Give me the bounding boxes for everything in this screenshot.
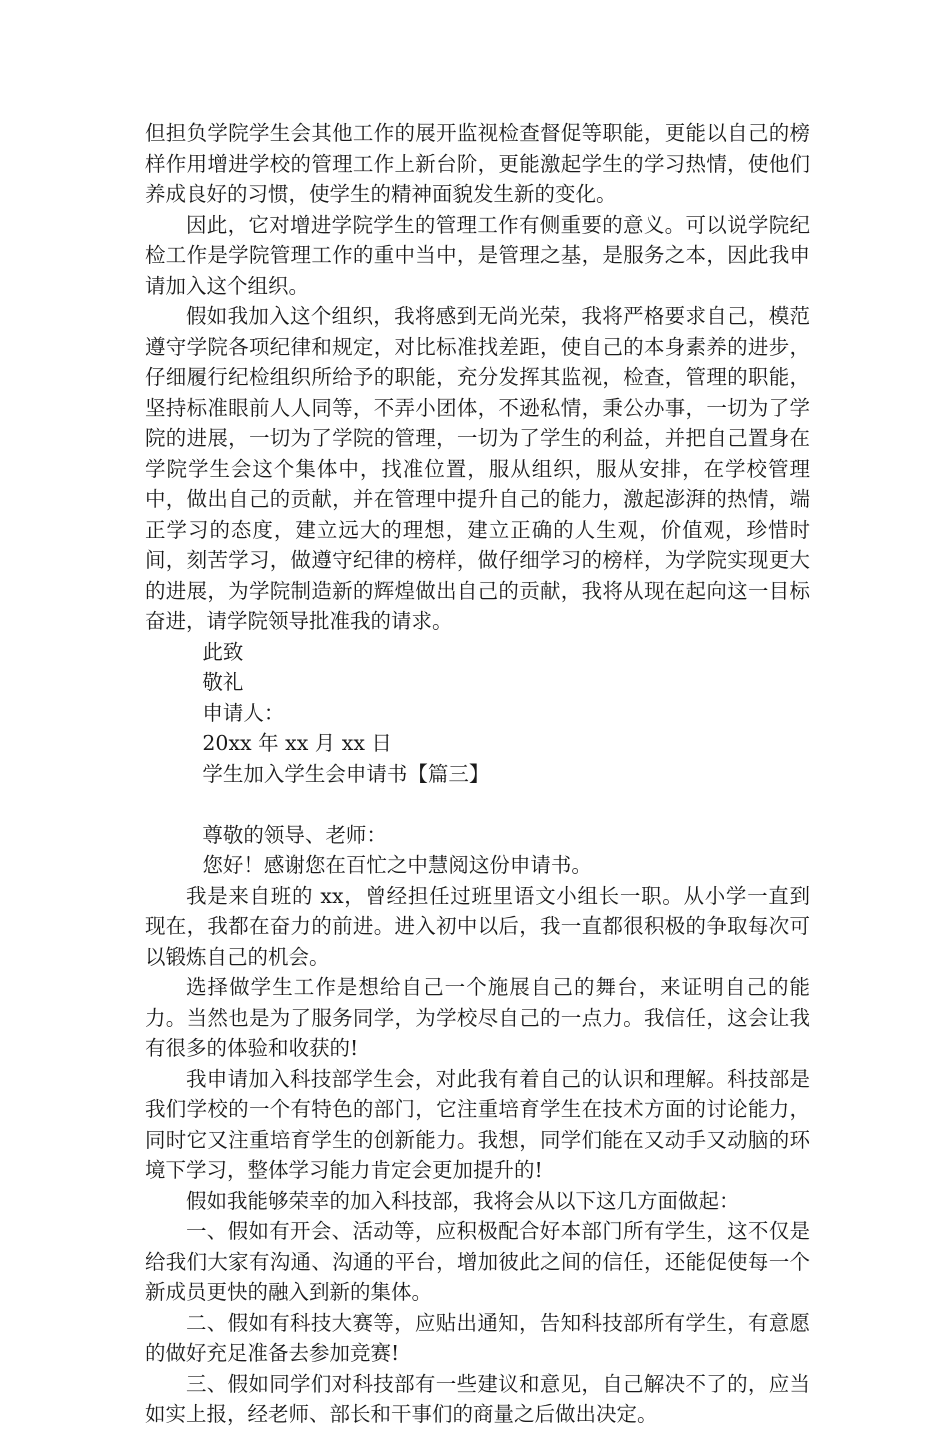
paragraph-plan-2: 二、假如有科技大赛等，应贴出通知，告知科技部所有学生，有意愿的做好充足准备去参加竞赛! [145,1310,810,1365]
document-page [145,118,810,1430]
paragraph-2: 因此，它对增进学院学生的管理工作有侧重要的意义。可以说学院纪检工作是学院管理工作的重中当中，是管理之基，是服务之本，因此我申请加入这个组织。 [145,212,810,298]
paragraph-3: 假如我加入这个组织，我将感到无尚光荣，我将严格要求自己，模范遵守学院各项纪律和规定，对比标准找差距，使自己的本身素养的进步，仔细履行纪检组织所给予的职能，充分发挥其监视，检查，管理的职能，坚持标准眼前人人同等，不弄小团体，不逊私情，秉公办事，一切为了学院的进展，一切为了学院的管理，一切为了学生的利益，并把自己置身在学院学生会这个集体中，找准位置，服从组织，服从安排，在学校管理中，做出自己的贡献，并在管理中提升自己的能力，激起澎湃的热情，端正学习的态度，建立远大的理想，建立正确的人生观，价值观，珍惜时间，刻苦学习，做遵守纪律的榜样，做仔细学习的榜样，为学院实现更大的进展，为学院制造新的辉煌做出自己的贡献，我将从现在起向这一目标奋进，请学院领导批准我的请求。 [145,304,810,633]
paragraph-plan-3: 三、假如同学们对科技部有一些建议和意见，自己解决不了的，应当如实上报，经老师、部长和干事们的商量之后做出决定。 [145,1371,810,1426]
paragraph-plan-intro: 假如我能够荣幸的加入科技部，我将会从以下这几方面做起： [186,1188,740,1213]
greeting-line: 尊敬的领导、老师： [202,822,387,847]
section-heading: 学生加入学生会申请书【篇三】 [202,761,490,786]
closing-regards: 敬礼 [202,670,244,694]
paragraph-department: 我申请加入科技部学生会，对此我有着自己的认识和理解。科技部是我们学校的一个有特色的部门，它注重培育学生在技术方面的讨论能力，同时它又注重培育学生的创新能力。我想，同学们能在又动手又动脑的环境下学习，整体学习能力肯定会更加提升的! [145,1066,810,1182]
applicant-line: 申请人： [202,700,285,725]
paragraph-reason: 选择做学生工作是想给自己一个施展自己的舞台，来证明自己的能力。当然也是为了服务同学，为学校尽自己的一点力。我信任，这会让我有很多的体验和收获的! [145,975,810,1060]
paragraph-1: 但担负学院学生会其他工作的展开监视检查督促等职能，更能以自己的榜样作用增进学校的管理工作上新台阶，更能激起学生的学习热情，使他们养成良好的习惯，使学生的精神面貌发生新的变化。 [145,121,810,206]
opening-line: 您好！感谢您在百忙之中慧阅这份申请书。 [202,853,592,877]
date-line: 20xx 年 xx 月 xx 日 [202,731,392,755]
paragraph-intro: 我是来自班的 xx，曾经担任过班里语文小组长一职。从小学一直到现在，我都在奋力的前进。进入初中以后，我一直都很积极的争取每次可以锻炼自己的机会。 [145,883,810,969]
blank-line [145,789,810,820]
closing-salutation: 此致 [202,639,244,664]
paragraph-plan-1: 一、假如有开会、活动等，应积极配合好本部门所有学生，这不仅是给我们大家有沟通、沟通的平台，增加彼此之间的信任，还能促使每一个新成员更快的融入到新的集体。 [145,1219,810,1304]
